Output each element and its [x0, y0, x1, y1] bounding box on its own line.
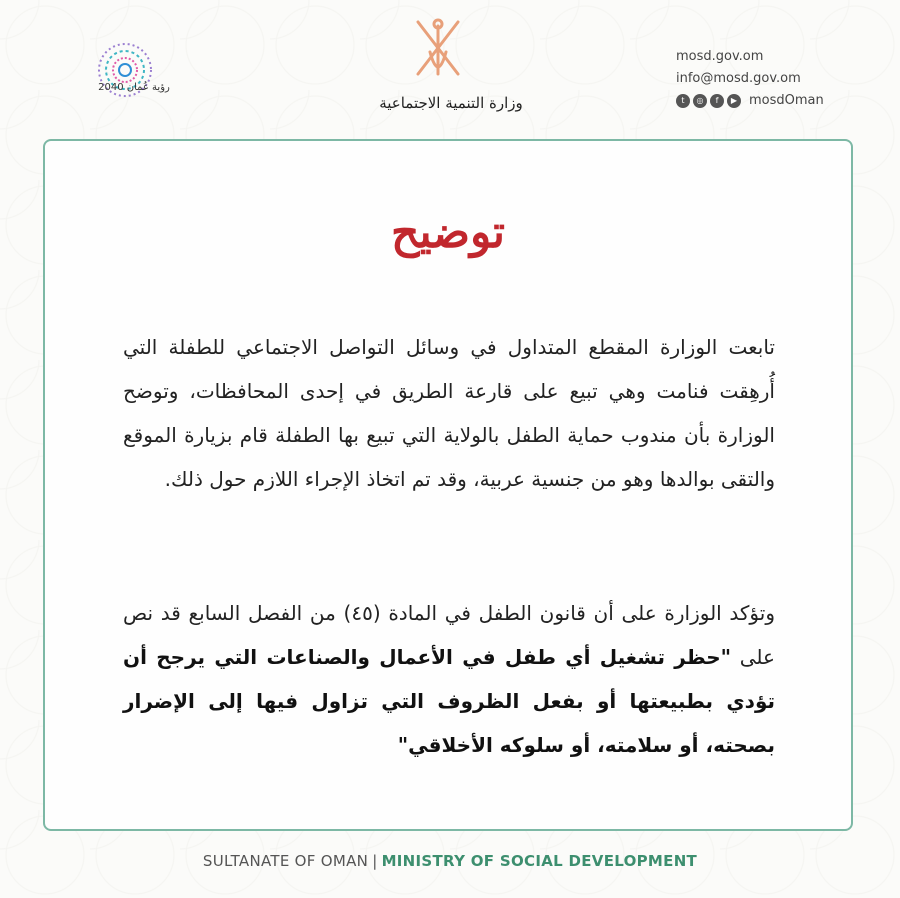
oman-emblem-icon: [408, 12, 468, 92]
paragraph-1: تابعت الوزارة المقطع المتداول في وسائل التواصل الاجتماعي للطفلة التي أُرهِقت فنامت وهي تبيع على قارعة الطريق في إحدى المحافظات، وتوضح الوزارة بأن مندوب حماية الطفل بالولاية التي تبيع بها الطفلة قام بزيارة الموقع والتقى بوالدها وهو من جنسية عربية، وقد تم اتخاذ الإجراء اللازم حول ذلك.: [123, 335, 775, 491]
email-link[interactable]: info@mosd.gov.om: [676, 71, 801, 86]
paragraph-2-intro: وتؤكد الوزارة على أن قانون الطفل في المادة (٤٥) من الفصل السابع قد نص على: [123, 601, 775, 669]
header: [0, 0, 900, 130]
website-link[interactable]: mosd.gov.om: [676, 49, 764, 64]
footer-ministry: MINISTRY OF SOCIAL DEVELOPMENT: [381, 852, 698, 870]
social-handle[interactable]: mosdOman: [749, 93, 824, 108]
oman-vision-2040-logo: [70, 30, 200, 120]
vision-label: رؤية عُمان 2040: [98, 82, 170, 93]
play-icon[interactable]: ▶: [727, 94, 741, 108]
paragraph-2: [123, 591, 775, 767]
footer-country: SULTANATE OF OMAN: [202, 852, 369, 870]
twitter-icon[interactable]: t: [676, 94, 690, 108]
footer: [0, 852, 900, 870]
social-row: [676, 90, 856, 112]
law-quote: "حظر تشغيل أي طفل في الأعمال والصناعات التي يرجح أن تؤدي بطبيعتها أو بفعل الظروف التي تزاول فيها إلى الإضرار بصحته، أو سلامته، أو سلوكه الأخلاقي": [123, 645, 775, 757]
facebook-icon[interactable]: f: [710, 94, 724, 108]
footer-separator: |: [372, 852, 378, 870]
contact-block: [676, 46, 856, 112]
ministry-name-arabic: وزارة التنمية الاجتماعية: [379, 94, 523, 112]
statement-card: [43, 139, 853, 831]
instagram-icon[interactable]: ◎: [693, 94, 707, 108]
statement-title: توضيح: [390, 207, 506, 258]
